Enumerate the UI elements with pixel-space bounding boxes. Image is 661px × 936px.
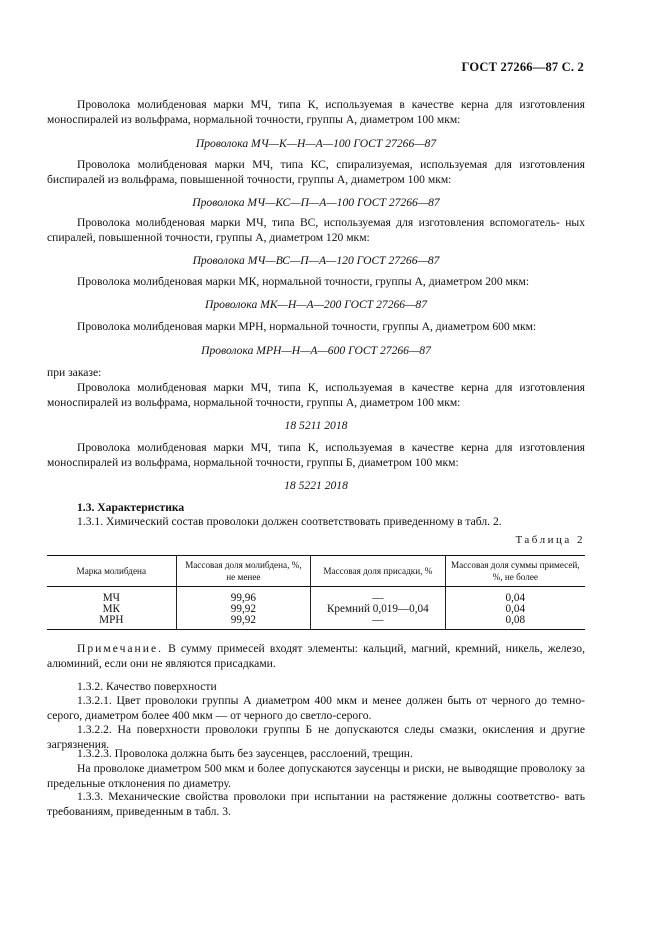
paragraph-1-3-3: 1.3.3. Механические свойства проволоки при испытании на растяжение должны соответство- вать требованиям, приведенным в табл. 3.	[47, 790, 585, 818]
section-heading-1-3: 1.3. Характеристика	[77, 501, 185, 514]
table-cell: 0,04	[445, 604, 585, 615]
order-code-2: 18 5221 2018	[284, 479, 348, 492]
order-example-text-1: Проволока молибденовая марки МЧ, типа К, используемая в качестве керна для изготовления моноспиралей из вольфрама, нормальной точности, группы А, диаметром 100 мкм:	[47, 381, 585, 409]
example-text-3: Проволока молибденовая марки МЧ, типа ВС, используемая для изготовления вспомогатель- ных спиралей, повышенной точности, группы А, диаметром 120 мкм:	[47, 216, 585, 244]
paragraph-1-3-2-2: 1.3.2.2. На поверхности проволоки группы Б не допускаются следы смазки, окисления и другие загрязнения.	[47, 723, 585, 751]
table-cell: 0,08	[445, 615, 585, 630]
paragraph-1-3-2: 1.3.2. Качество поверхности	[77, 680, 217, 693]
table-note	[47, 641, 585, 671]
chemical-composition-table	[47, 555, 585, 630]
order-example-text-2: Проволока молибденовая марки МЧ, типа К, используемая в качестве керна для изготовления моноспиралей из вольфрама, нормальной точности, группы Б, диаметром 100 мкм:	[47, 441, 585, 469]
table-cell: 99,92	[176, 615, 311, 630]
table-2-label: Таблица 2	[515, 534, 585, 546]
table-row	[47, 604, 585, 615]
example-designation-2: Проволока МЧ—КС—П—А—100 ГОСТ 27266—87	[192, 196, 440, 209]
example-designation-5: Проволока МРН—Н—А—600 ГОСТ 27266—87	[201, 344, 431, 357]
column-header-impurities: Массовая доля суммы примесей, %, не более	[445, 556, 585, 587]
example-designation-4: Проволока МК—Н—А—200 ГОСТ 27266—87	[205, 298, 427, 311]
table-cell: Кремний 0,019—0,04	[311, 604, 446, 615]
table-cell: МК	[102, 603, 121, 615]
table-cell: —	[311, 587, 446, 605]
column-header-additive: Массовая доля присадки, %	[311, 556, 446, 587]
table-row	[47, 587, 585, 605]
column-header-grade: Марка молибдена	[76, 566, 147, 576]
paragraph-1-3-2-3-continued: На проволоке диаметром 500 мкм и более допускаются заусенцы и риски, не выводящие проволоку за предельные отклонения по диаметру.	[47, 762, 585, 790]
table-cell: —	[311, 615, 446, 630]
example-text-2: Проволока молибденовая марки МЧ, типа КС, спирализуемая, используемая для изготовления биспиралей из вольфрама, повышенной точности, группы А, диаметром 100 мкм:	[47, 158, 585, 186]
note-label: Примечание.	[77, 642, 163, 655]
example-designation-1: Проволока МЧ—К—Н—А—100 ГОСТ 27266—87	[195, 137, 437, 150]
table-cell: 99,92	[176, 604, 311, 615]
table-row	[47, 615, 585, 630]
table-header-row	[47, 556, 585, 587]
column-header-molybdenum: Массовая доля молибдена, %, не менее	[176, 556, 311, 587]
order-code-1: 18 5211 2018	[284, 419, 348, 432]
table-cell: МЧ	[102, 592, 120, 604]
example-designation-3: Проволока МЧ—ВС—П—А—120 ГОСТ 27266—87	[192, 254, 440, 267]
example-text-1: Проволока молибденовая марки МЧ, типа К, используемая в качестве керна для изготовления моноспиралей из вольфрама, нормальной точности, группы А, диаметром 100 мкм:	[47, 98, 585, 126]
table-cell: 99,96	[176, 587, 311, 605]
example-text-4: Проволока молибденовая марки МК, нормальной точности, группы А, диаметром 200 мкм:	[77, 275, 530, 288]
table-cell: МРН	[47, 615, 176, 630]
paragraph-1-3-2-1: 1.3.2.1. Цвет проволоки группы А диаметром 400 мкм и менее должен быть от черного до темно-серого, диаметром более 400 мкм — от черного до светло-серого.	[47, 694, 585, 722]
table-cell: 0,04	[445, 587, 585, 605]
note-text: В сумму примесей входят элементы: кальций, магний, кремний, никель, железо, алюминий, если они не являются присадками.	[47, 642, 585, 670]
order-intro: при заказе:	[47, 366, 102, 379]
paragraph-1-3-1: 1.3.1. Химический состав проволоки должен соответствовать приведенному в табл. 2.	[77, 515, 502, 528]
page-header: ГОСТ 27266—87 С. 2	[461, 60, 584, 74]
example-text-5: Проволока молибденовая марки МРН, нормальной точности, группы А, диаметром 600 мкм:	[77, 320, 537, 333]
paragraph-1-3-2-3: 1.3.2.3. Проволока должна быть без заусенцев, расслоений, трещин.	[77, 747, 413, 760]
